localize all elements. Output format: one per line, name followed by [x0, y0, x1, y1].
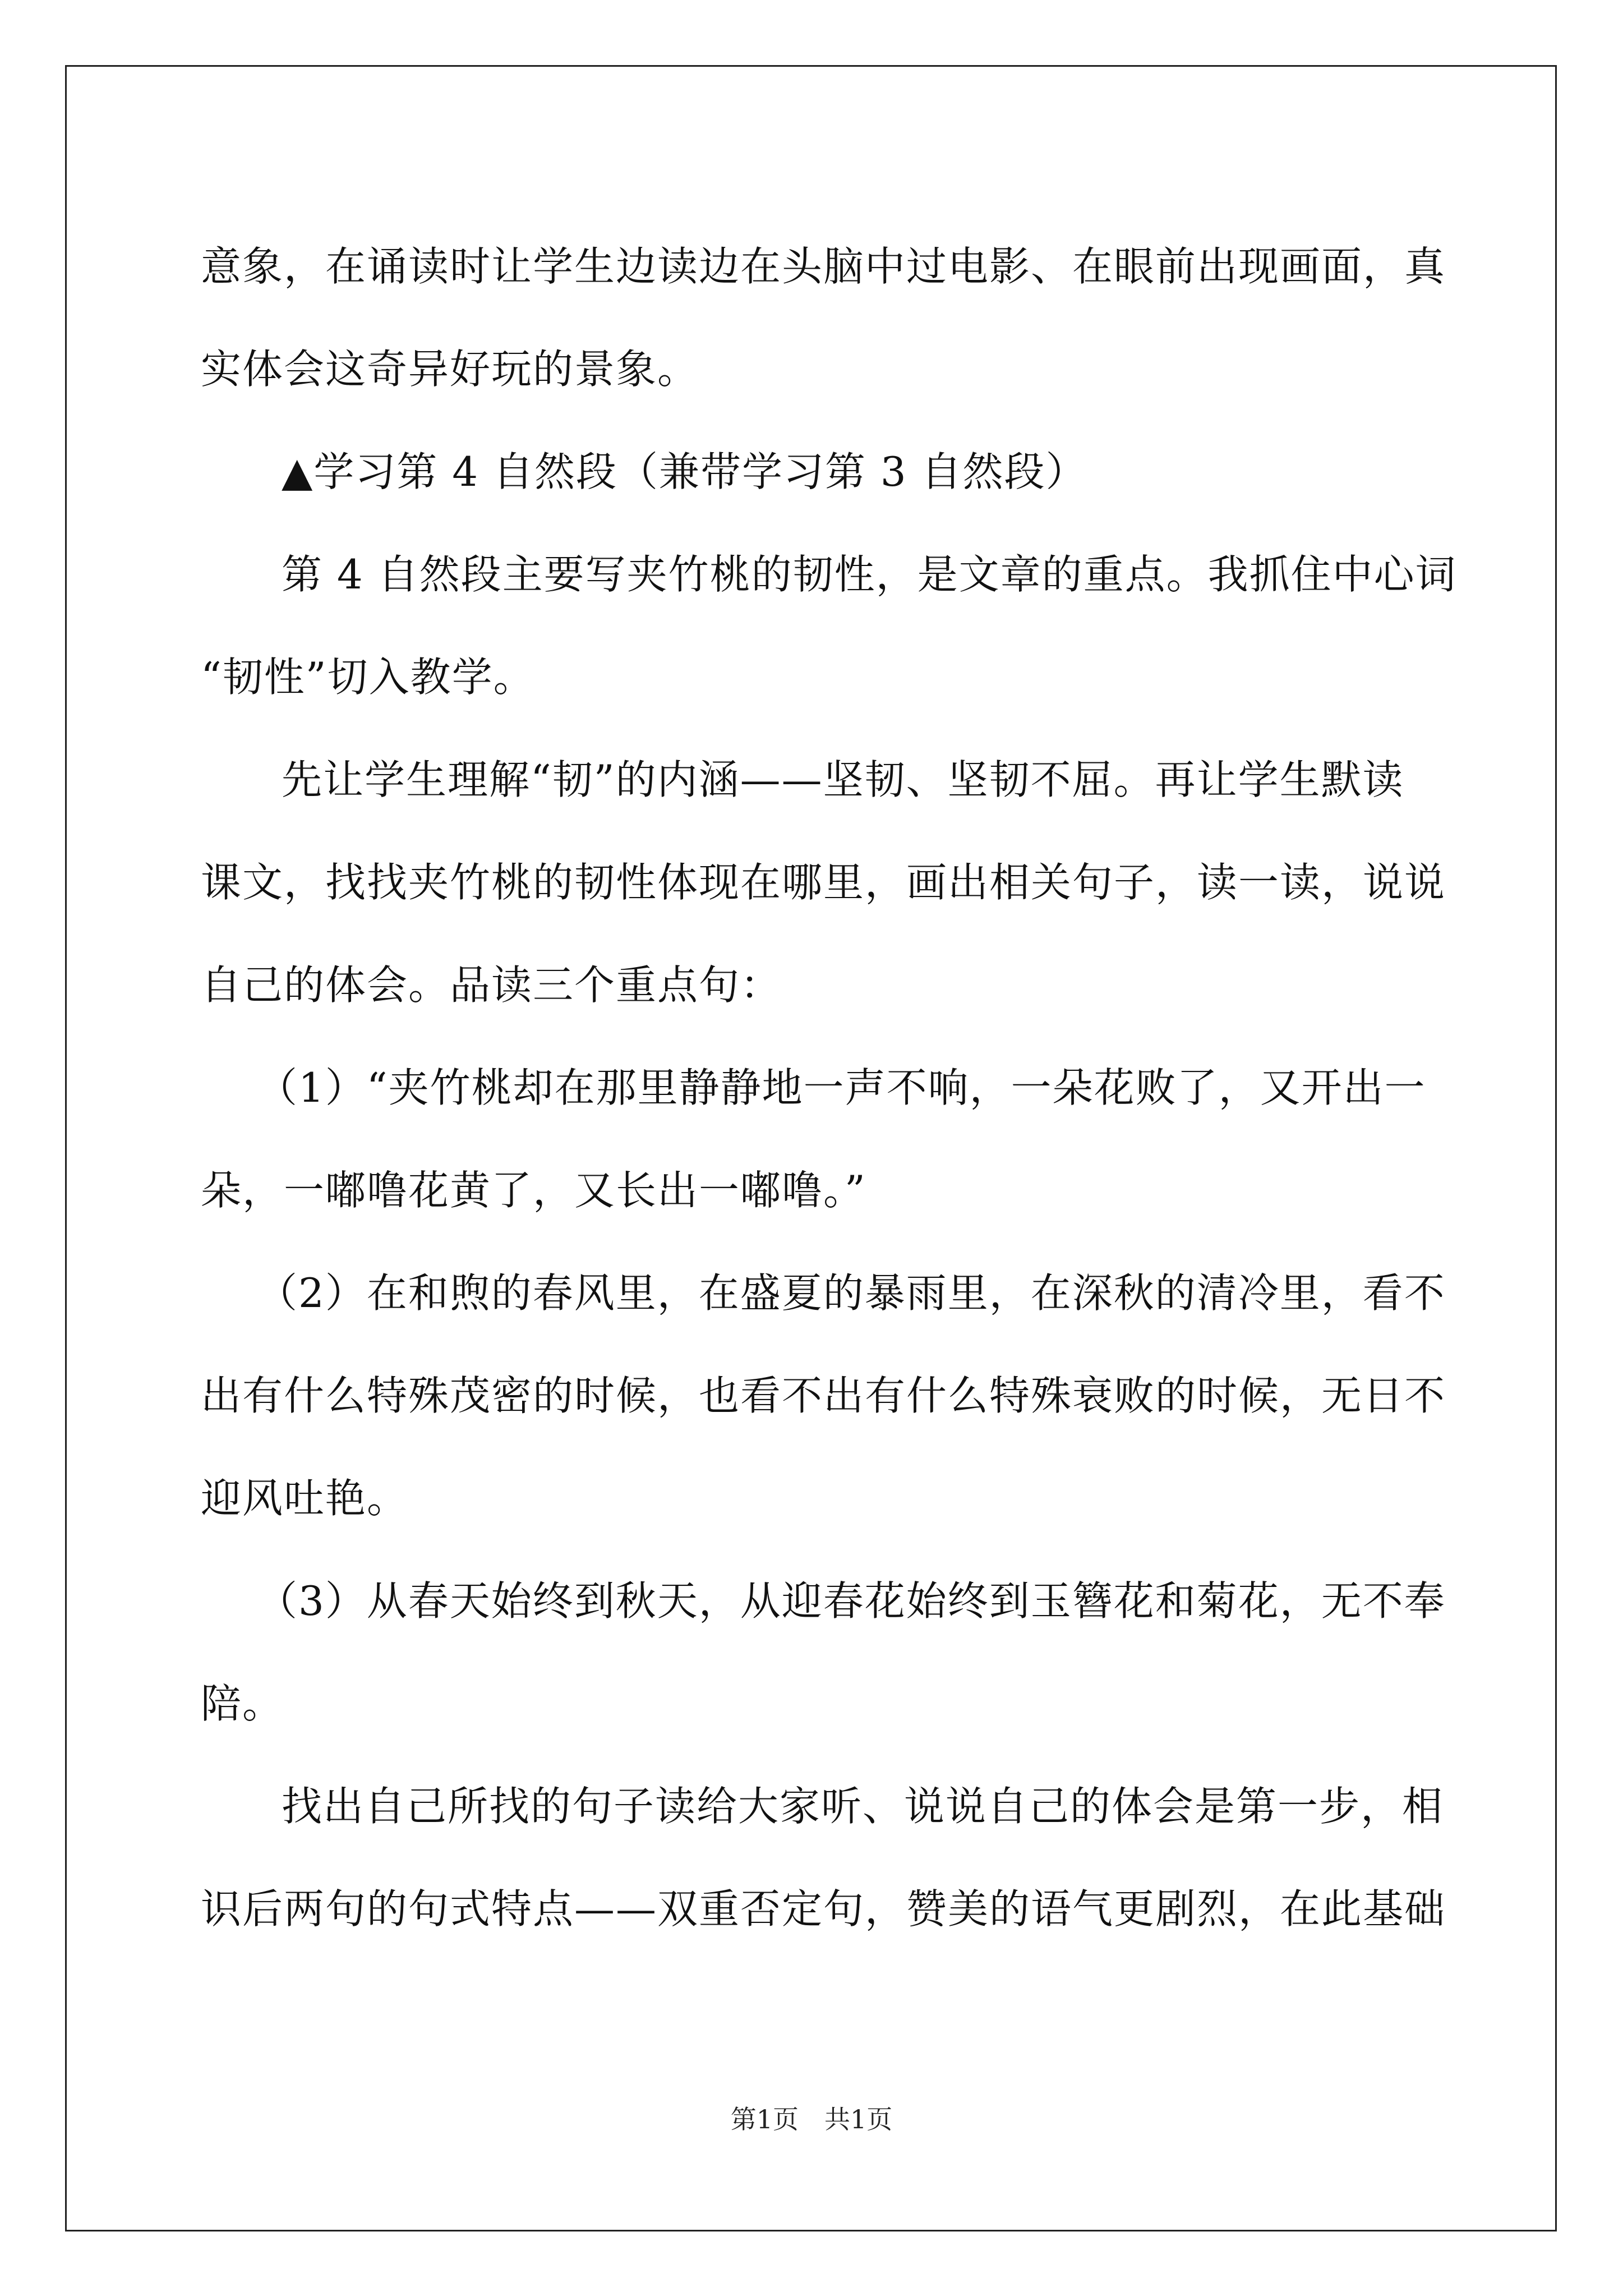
paragraph-line: 自己的体会。品读三个重点句： [201, 961, 782, 1009]
page-footer: 第1页 共1页 [730, 2104, 893, 2134]
quote-line: 陪。 [201, 1680, 284, 1727]
triangle-icon: ▲ [282, 448, 314, 495]
paragraph-line: “韧性”切入教学。 [201, 654, 535, 701]
section-heading [201, 421, 1429, 523]
quote-line: （2）在和煦的春风里，在盛夏的暴雨里，在深秋的清冷里，看不 [257, 1269, 1446, 1317]
paragraph-line: 先让学生理解“韧”的内涵——坚韧、坚韧不屈。再让学生默读 [282, 756, 1404, 803]
paragraph-line: 第 4 自然段主要写夹竹桃的韧性，是文章的重点。我抓住中心词 [282, 551, 1457, 598]
paragraph-line: 找出自己所找的句子读给大家听、说说自己的体会是第一步，相 [282, 1783, 1444, 1830]
paragraph-line: 识后两句的句式特点——双重否定句，赞美的语气更剧烈，在此基础 [201, 1885, 1446, 1932]
section-heading-text: 学习第 4 自然段（兼带学习第 3 自然段） [313, 448, 1087, 495]
paragraph-line: 意象，在诵读时让学生边读边在头脑中过电影、在眼前出现画面，真 [201, 243, 1446, 290]
quote-line: （3）从春天始终到秋天，从迎春花始终到玉簪花和菊花，无不奉 [257, 1577, 1446, 1625]
quote-line: 朵，一嘟噜花黄了，又长出一嘟噜。” [201, 1167, 866, 1214]
quote-line: （1）“夹竹桃却在那里静静地一声不响，一朵花败了，又开出一 [257, 1064, 1426, 1111]
quote-line: 迎风吐艳。 [201, 1475, 409, 1522]
quote-line: 出有什么特殊茂密的时候，也看不出有什么特殊衰败的时候，无日不 [201, 1372, 1446, 1419]
document-body [201, 215, 1457, 1961]
paragraph-line: 实体会这奇异好玩的景象。 [201, 346, 699, 393]
paragraph-line: 课文，找找夹竹桃的韧性体现在哪里，画出相关句子，读一读，说说 [201, 859, 1446, 906]
